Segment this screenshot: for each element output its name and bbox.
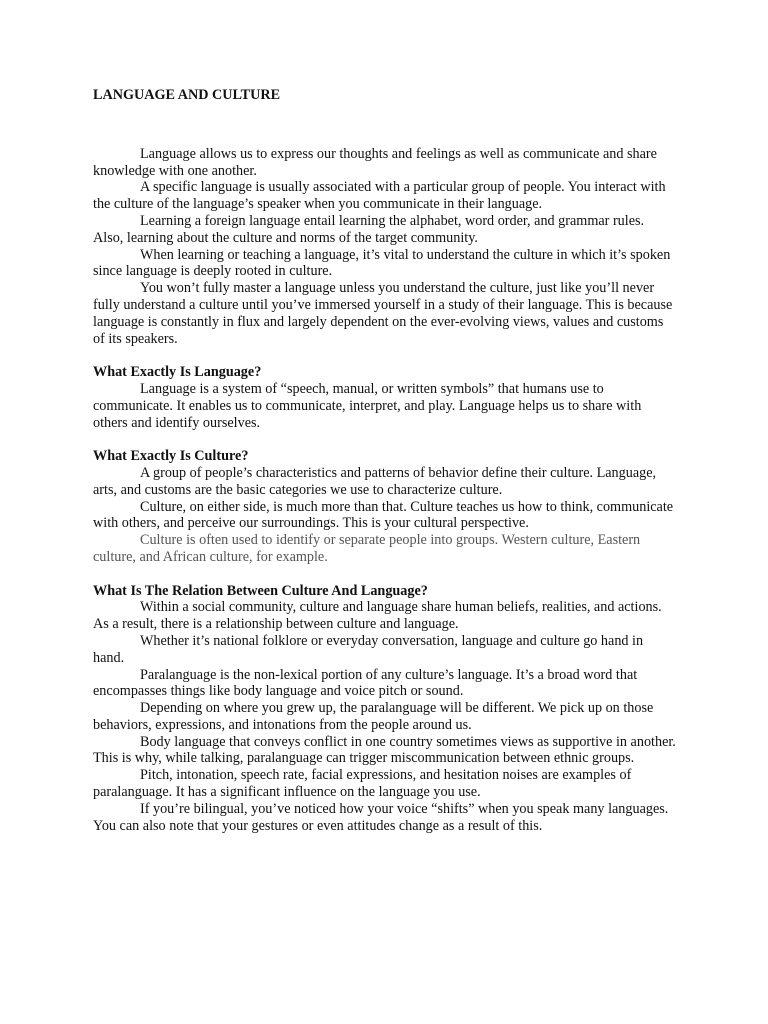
- section-gap: [93, 431, 676, 448]
- section-language: [93, 364, 676, 431]
- section-gap: [93, 347, 676, 364]
- intro-paragraph-1: Language allows us to express our thoughts and feelings as well as communicate and share knowledge with one another.: [93, 145, 657, 179]
- section-gap: [93, 566, 676, 583]
- relation-paragraph-3: Paralanguage is the non-lexical portion of any culture’s language. It’s a broad word that encompasses things like body language and voice pitch or sound.: [93, 666, 638, 700]
- intro-paragraph-5: You won’t fully master a language unless you understand the culture, just like you’ll never fully understand a culture until you’ve immersed yourself in a study of their language. This is because language is constantly in flux and largely dependent on the ever-evolving views, values and customs of its speakers.: [93, 280, 673, 347]
- intro-paragraph-3: Learning a foreign language entail learning the alphabet, word order, and grammar rules. Also, learning about the culture and norms of the target community.: [93, 212, 645, 246]
- title-spacer: [93, 104, 676, 146]
- section-heading-relation: What Is The Relation Between Culture And Language?: [93, 582, 428, 599]
- section-heading-culture: What Exactly Is Culture?: [93, 448, 249, 465]
- document-title: LANGUAGE AND CULTURE: [93, 87, 281, 103]
- intro-paragraph-4: When learning or teaching a language, it’s vital to understand the culture in which it’s spoken since language is deeply rooted in culture.: [93, 246, 671, 280]
- section-heading-language: What Exactly Is Language?: [93, 364, 262, 381]
- culture-paragraph-3: Culture is often used to identify or separate people into groups. Western culture, Eastern culture, and African culture, for example.: [93, 532, 641, 565]
- relation-paragraph-5: Body language that conveys conflict in one country sometimes views as supportive in another. This is why, while talking, paralanguage can trigger miscommunication between ethnic groups.: [93, 733, 676, 767]
- relation-paragraph-2: Whether it’s national folklore or everyday conversation, language and culture go hand in hand.: [93, 632, 644, 666]
- relation-paragraph-7: If you’re bilingual, you’ve noticed how your voice “shifts” when you speak many languages. You can also note that your gestures or even attitudes change as a result of this.: [93, 800, 669, 834]
- culture-paragraph-2: Culture, on either side, is much more than that. Culture teaches us how to think, communicate with others, and perceive our surroundings. This is your cultural perspective.: [93, 498, 674, 532]
- section-culture: [93, 448, 676, 566]
- relation-paragraph-4: Depending on where you grew up, the paralanguage will be different. We pick up on those behaviors, expressions, and intonations from the people around us.: [93, 700, 654, 733]
- section-relation: [93, 583, 676, 835]
- intro-paragraph-2: A specific language is usually associated with a particular group of people. You interact with the culture of the language’s speaker when you communicate in their language.: [93, 179, 666, 213]
- relation-paragraph-6: Pitch, intonation, speech rate, facial expressions, and hesitation noises are examples of paralanguage. It has a significant influence on the language you use.: [93, 767, 632, 801]
- intro-section: [93, 146, 676, 348]
- relation-paragraph-1: Within a social community, culture and language share human beliefs, realities, and actions. As a result, there is a relationship between culture and language.: [93, 599, 662, 633]
- culture-paragraph-1: A group of people’s characteristics and patterns of behavior define their culture. Language, arts, and customs are the basic categories we use to characterize culture.: [93, 464, 657, 498]
- language-paragraph-1: Language is a system of “speech, manual, or written symbols” that humans use to communicate. It enables us to communicate, interpret, and play. Language helps us to share with others and identify ourselves.: [93, 380, 642, 431]
- document-page: [93, 87, 676, 834]
